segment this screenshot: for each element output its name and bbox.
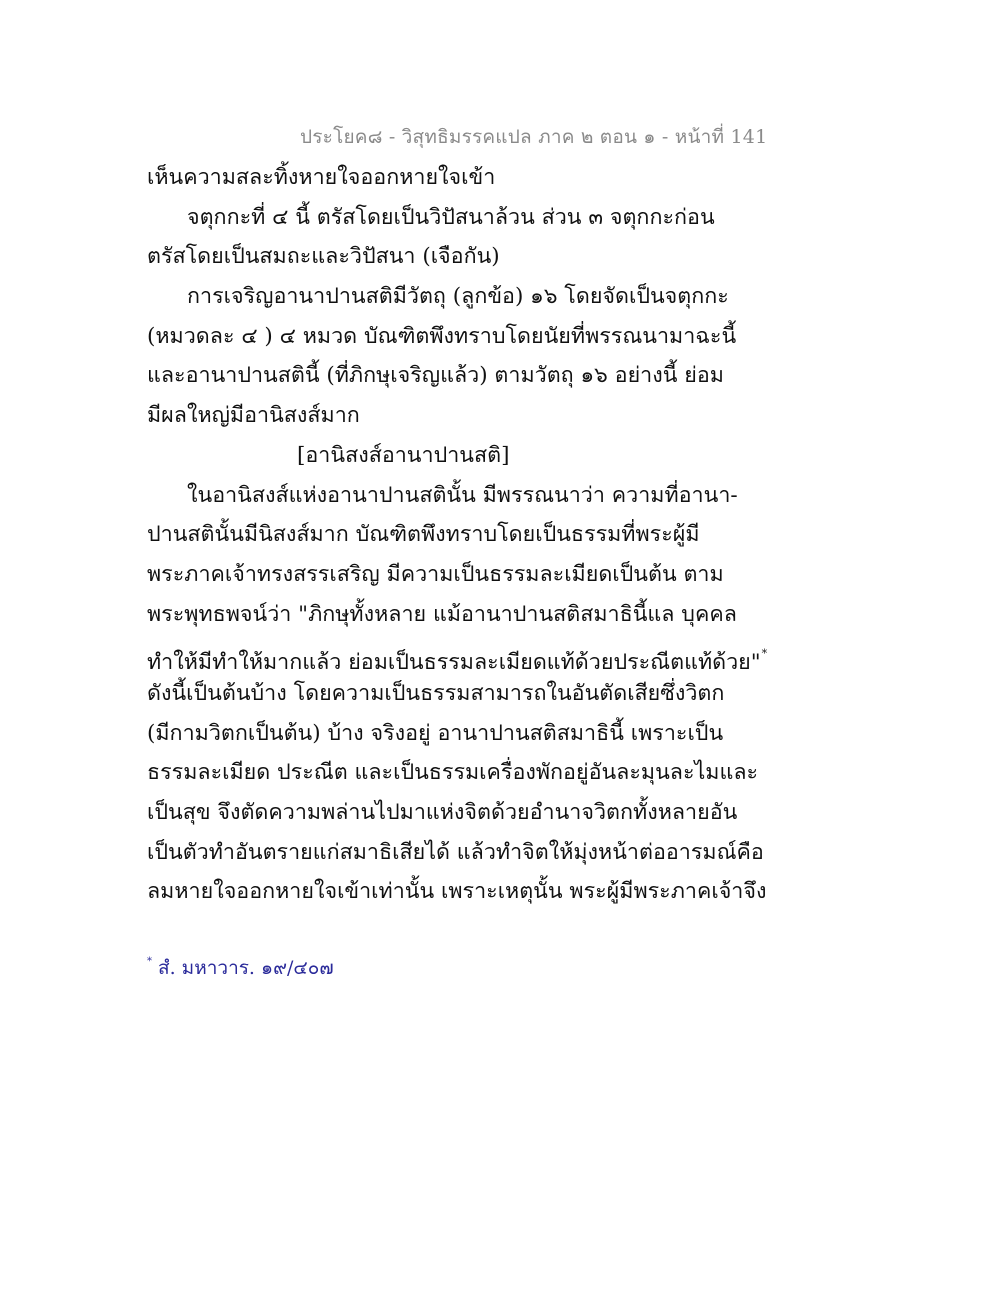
footnote-marker: * [147, 956, 152, 967]
running-header: ประโยค๘ - วิสุทธิมรรคแปล ภาค ๒ ตอน ๑ - หน้าที่ 141 [300, 126, 768, 148]
body-line-1: เห็นความสละทิ้งหายใจออกหายใจเข้า [147, 165, 496, 190]
body-line-12: พระพุทธพจน์ว่า "ภิกษุทั้งหลาย แม้อานาปานสติสมาธินี้แล บุคคล [147, 601, 737, 627]
body-line-19: ลมหายใจออกหายใจเข้าเท่านั้น เพราะเหตุนั้น พระผู้มีพระภาคเจ้าจึง [147, 879, 767, 905]
body-line-2: จตุกกะที่ ๔ นี้ ตรัสโดยเป็นวิปัสนาล้วน ส่วน ๓ จตุกกะก่อน [187, 204, 715, 230]
body-line-17: เป็นสุข จึงตัดความพล่านไปมาแห่งจิตด้วยอำนาจวิตกทั้งหลายอัน [147, 800, 738, 825]
footnote-reference-mark: * [761, 647, 768, 661]
section-heading: [อานิสงส์อานาปานสติ] [297, 442, 510, 468]
body-line-5: (หมวดละ ๔ ) ๔ หมวด บัณฑิตพึงทราบโดยนัยที่พรรณนามาฉะนี้ [147, 323, 737, 349]
body-line-10: ปานสตินั้นมีนิสงส์มาก บัณฑิตพึงทราบโดยเป็นธรรมที่พระผู้มี [147, 522, 700, 548]
footnote [147, 953, 334, 983]
body-text [147, 158, 768, 912]
body-line-15: (มีกามวิตกเป็นต้น) บ้าง จริงอยู่ อานาปานสติสมาธินี้ เพราะเป็น [147, 720, 724, 746]
body-line-18: เป็นตัวทำอันตรายแก่สมาธิเสียได้ แล้วทำจิตให้มุ่งหน้าต่ออารมณ์คือ [147, 839, 764, 865]
body-line-16: ธรรมละเมียด ประณีต และเป็นธรรมเครื่องพักอยู่อันละมุนละไมและ [147, 760, 759, 786]
body-line-13-text: ทำให้มีทำให้มากแล้ว ย่อมเป็นธรรมละเมียดแท้ด้วยประณีตแท้ด้วย" [147, 650, 761, 676]
footnote-text: สํ. มหาวาร. ๑๙/๔๐๗ [158, 957, 334, 979]
body-line-11: พระภาคเจ้าทรงสรรเสริญ มีความเป็นธรรมละเมียดเป็นต้น ตาม [147, 561, 724, 587]
body-line-4: การเจริญอานาปานสติมีวัตถุ (ลูกข้อ) ๑๖ โดยจัดเป็นจตุกกะ [187, 284, 729, 310]
body-line-9: ในอานิสงส์แห่งอานาปานสตินั้น มีพรรณนาว่า ความที่อานา- [187, 482, 738, 508]
body-line-13 [147, 634, 768, 676]
body-line-7: มีผลใหญ่มีอานิสงส์มาก [147, 403, 360, 429]
body-line-6: และอานาปานสตินี้ (ที่ภิกษุเจริญแล้ว) ตามวัตถุ ๑๖ อย่างนี้ ย่อม [147, 363, 724, 389]
body-line-3: ตรัสโดยเป็นสมถะและวิปัสนา (เจือกัน) [147, 244, 500, 270]
body-line-14: ดังนี้เป็นต้นบ้าง โดยความเป็นธรรมสามารถในอันตัดเสียซึ่งวิตก [147, 680, 725, 706]
